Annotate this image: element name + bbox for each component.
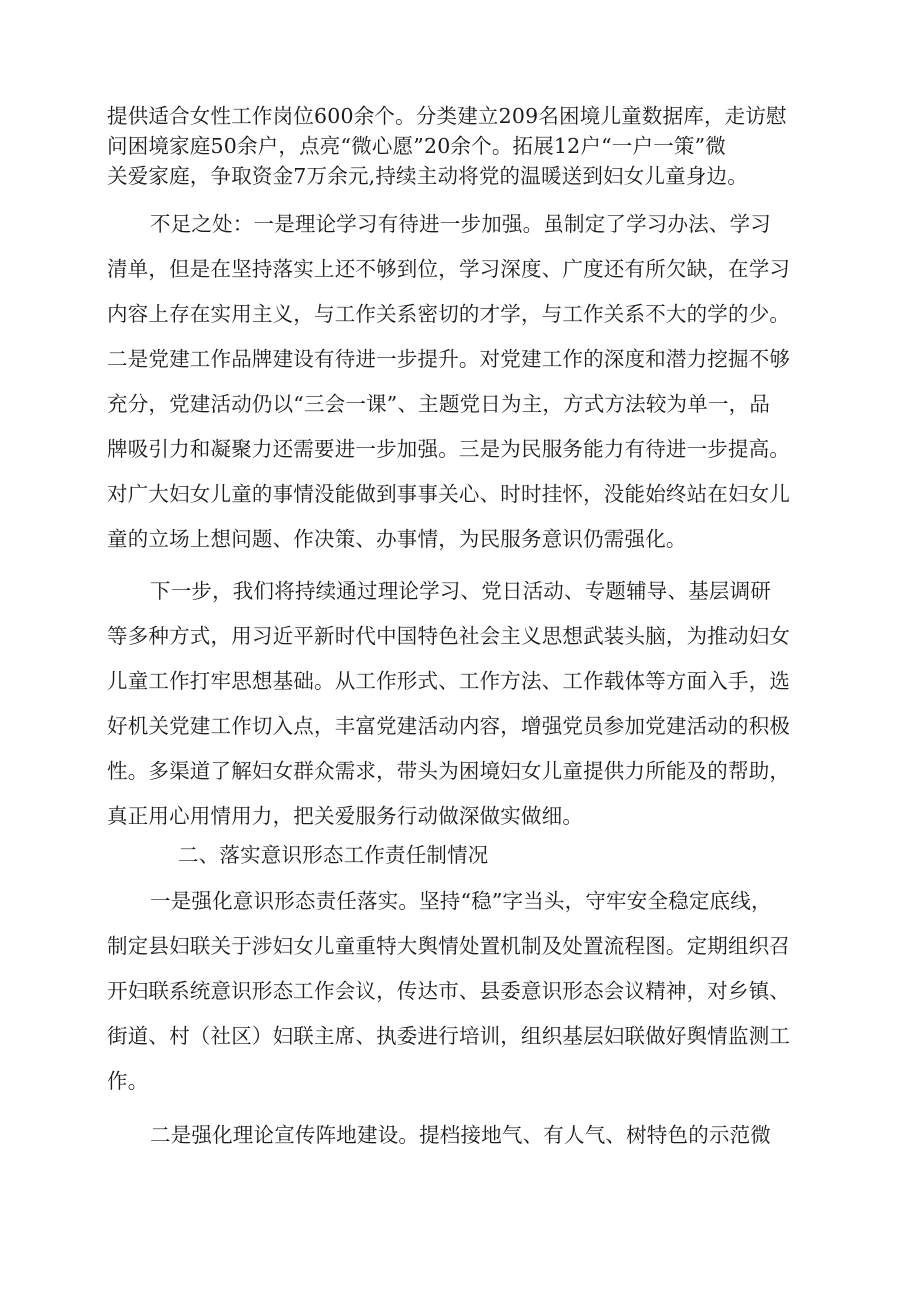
text-line: 儿童工作打牢思想基础。从工作形式、工作方法、工作载体等方面入手，选 [107,669,791,693]
text-line: 一是强化意识形态责任落实。坚持“稳”字当头，守牢安全稳定底线， [150,889,772,913]
text-line: 童的立场上想问题、作决策、办事情，为民服务意识仍需强化。 [107,527,687,551]
text-line: 街道、村（社区）妇联主席、执委进行培训，组织基层妇联做好舆情监测工 [107,1024,791,1048]
text-line: 二是党建工作品牌建设有待进一步提升。对党建工作的深度和潜力挖掘不够 [107,347,791,371]
text-line: 牌吸引力和凝聚力还需要进一步加强。三是为民服务能力有待进一步提高。 [107,437,791,461]
text-line: 不足之处：一是理论学习有待进一步加强。虽制定了学习办法、学习 [150,212,771,236]
text-line: 关爱家庭，争取资金7万余元,持续主动将党的温暖送到妇女儿童身边。 [107,164,748,188]
text-line: 问困境家庭50余户，点亮“微心愿”20余个。拓展12户“一户一策”微 [107,134,726,158]
text-line: 好机关党建工作切入点，丰富党建活动内容，增强党员参加党建活动的积极 [107,714,791,738]
text-line: 性。多渠道了解妇女群众需求，带头为困境妇女儿童提供力所能及的帮助， [107,759,791,783]
text-line: 真正用心用情用力，把关爱服务行动做深做实做细。 [107,804,584,828]
text-line: 等多种方式，用习近平新时代中国特色社会主义思想武装头脑，为推动妇女 [107,624,791,648]
text-line: 对广大妇女儿童的事情没能做到事事关心、时时挂怀，没能始终站在妇女儿 [107,482,791,506]
section-heading: 二、落实意识形态工作责任制情况 [178,843,489,867]
text-line: 下一步，我们将持续通过理论学习、党日活动、专题辅导、基层调研 [150,579,771,603]
text-line: 清单，但是在坚持落实上还不够到位，学习深度、广度还有所欠缺，在学习 [107,257,791,281]
text-line: 开妇联系统意识形态工作会议，传达市、县委意识形态会议精神，对乡镇、 [107,979,791,1003]
text-line: 作。 [107,1069,149,1093]
text-line: 充分，党建活动仍以“三会一课”、主题党日为主，方式方法较为单一，品 [107,392,771,416]
text-line: 提供适合女性工作岗位600余个。分类建立209名困境儿童数据库，走访慰 [107,104,787,128]
text-line: 制定县妇联关于涉妇女儿童重特大舆情处置机制及处置流程图。定期组织召 [107,934,791,958]
text-line: 内容上存在实用主义，与工作关系密切的才学，与工作关系不大的学的少。 [107,302,791,326]
text-line: 二是强化理论宣传阵地建设。提档接地气、有人气、树特色的示范微 [150,1123,771,1147]
